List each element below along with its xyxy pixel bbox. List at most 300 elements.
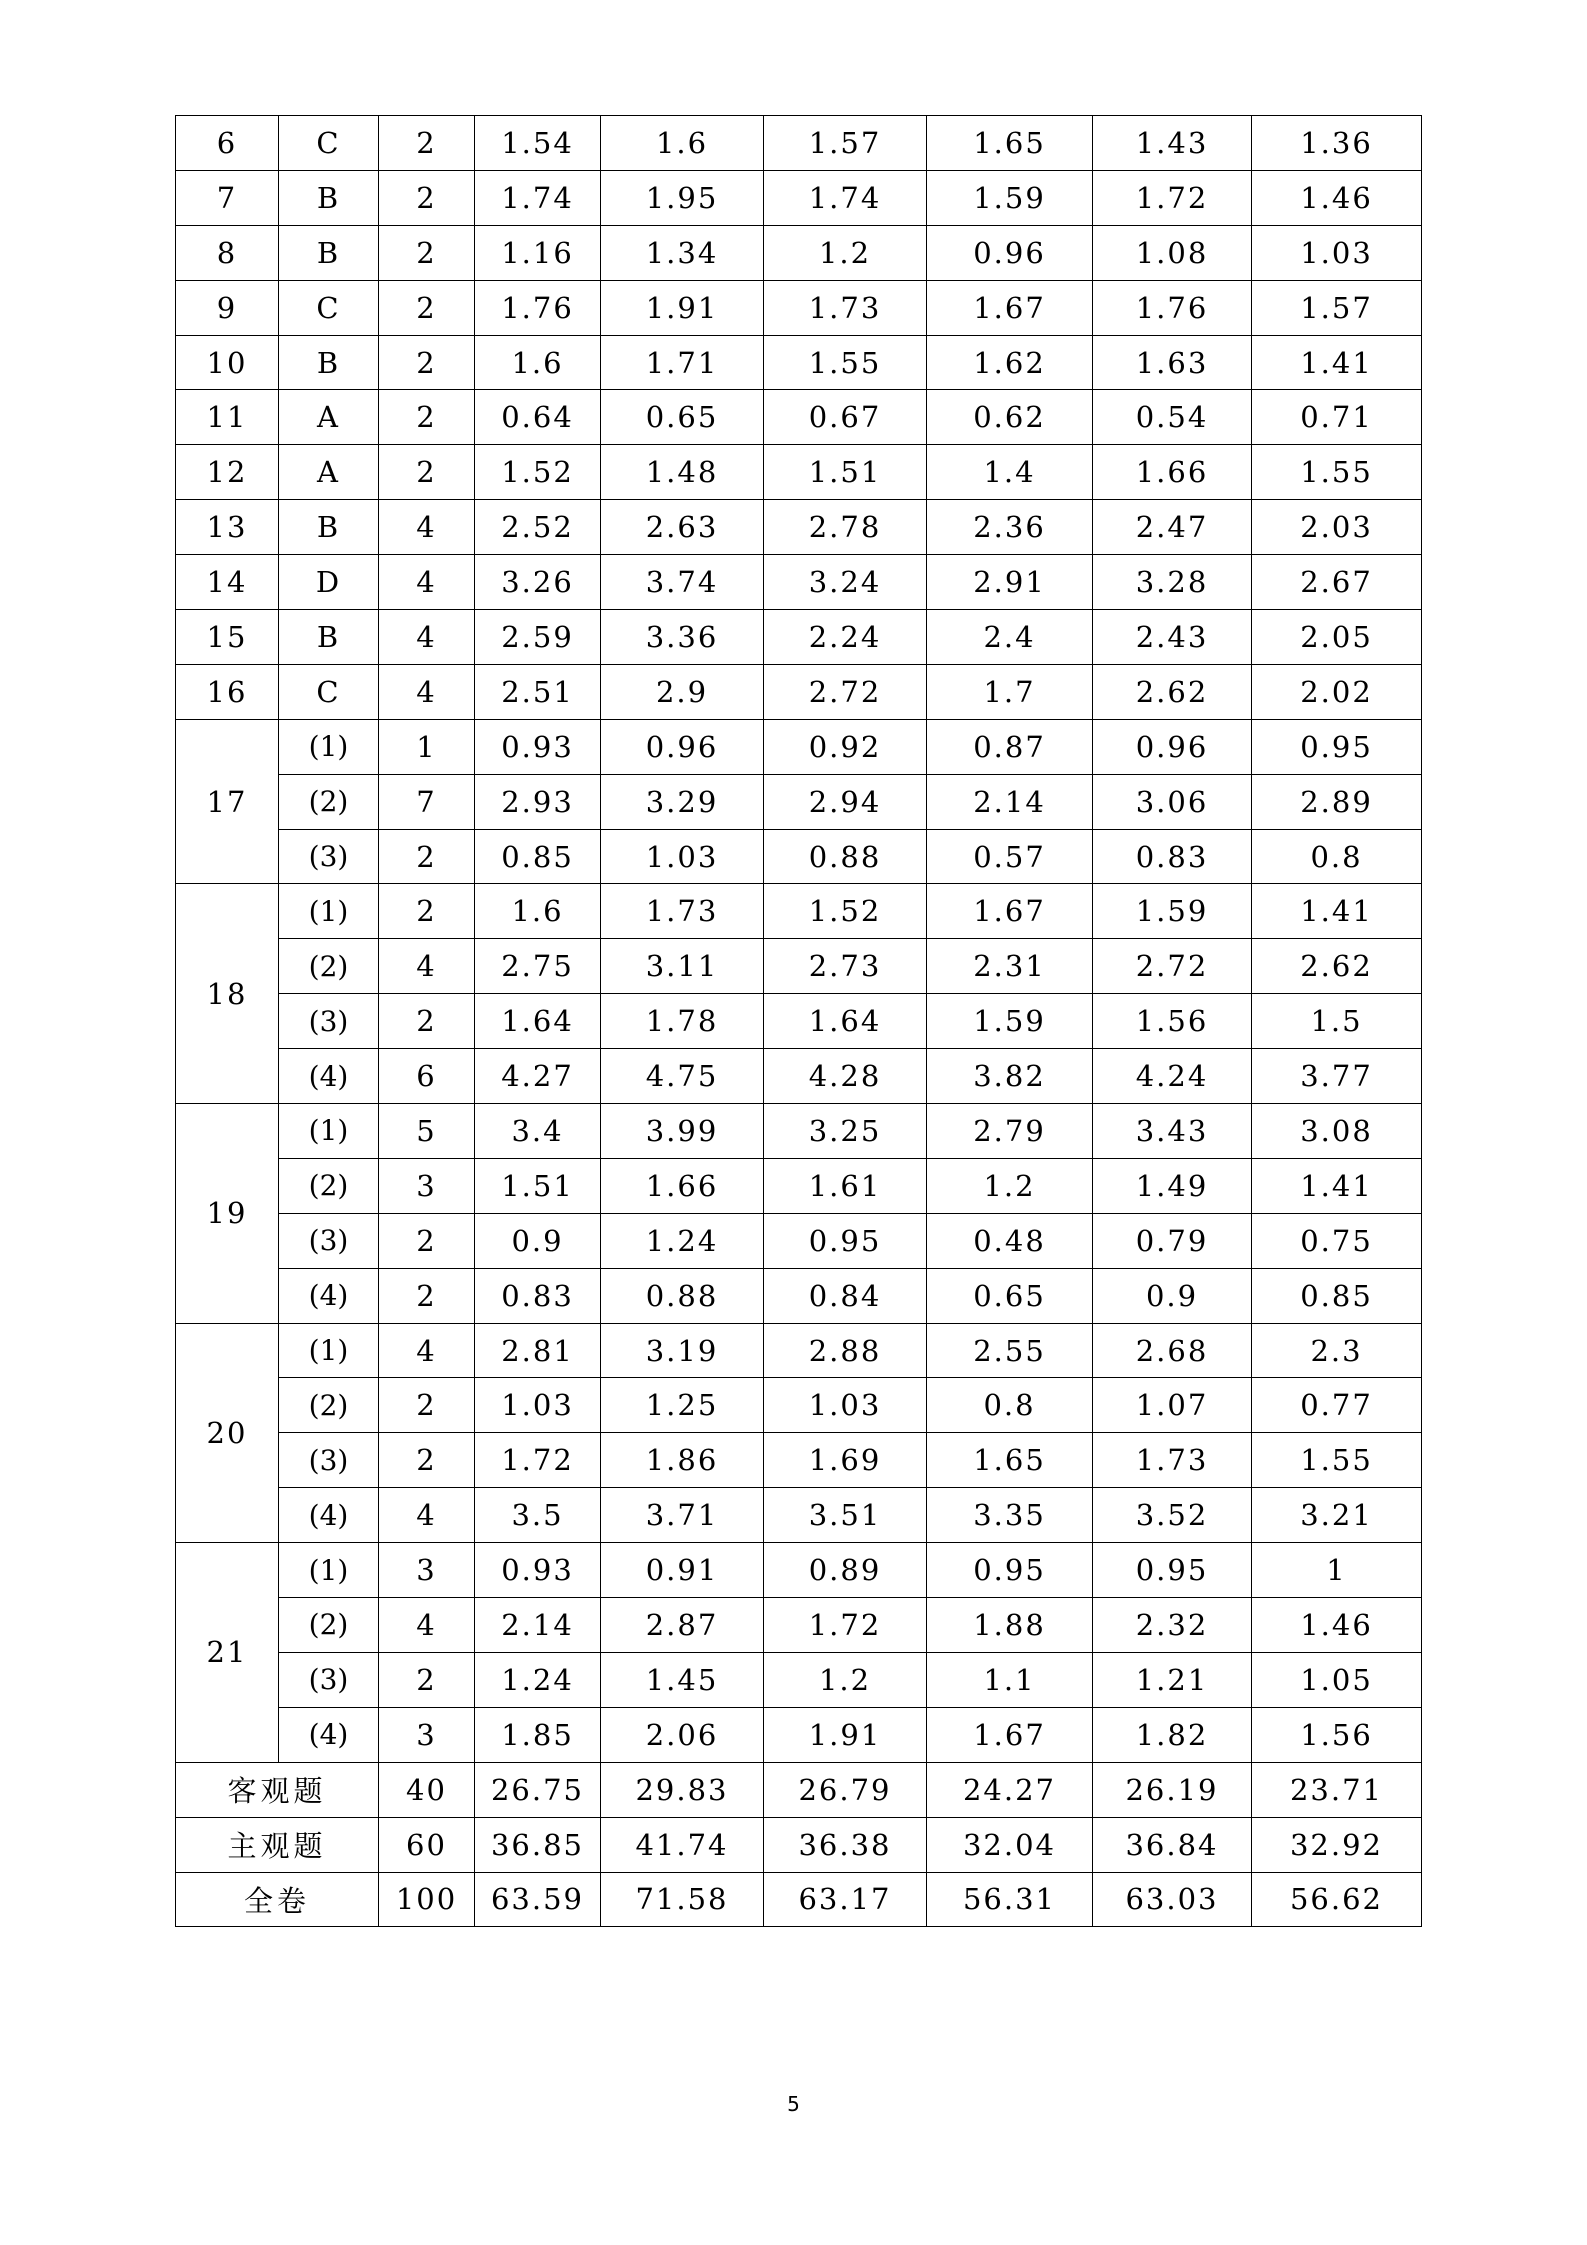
full-score-cell: 2: [379, 1268, 475, 1323]
average-score-cell: 3.24: [764, 555, 927, 610]
average-score-cell: 3.5: [475, 1488, 601, 1543]
average-score-cell: 1.46: [1252, 1598, 1422, 1653]
average-score-cell: 1.67: [927, 1707, 1093, 1762]
average-score-cell: 0.93: [475, 719, 601, 774]
average-score-cell: 1.63: [1093, 335, 1252, 390]
average-score-cell: 1.52: [475, 445, 601, 500]
table-row: [176, 1213, 1422, 1268]
average-score-cell: 0.85: [475, 829, 601, 884]
question-number-cell: 6: [176, 116, 279, 171]
table-row: [176, 884, 1422, 939]
average-score-cell: 2.89: [1252, 774, 1422, 829]
table-row: [176, 1104, 1422, 1159]
sub-item-cell: A: [279, 445, 379, 500]
average-score-cell: 2.32: [1093, 1598, 1252, 1653]
average-score-cell: 1.57: [1252, 280, 1422, 335]
full-score-cell: 7: [379, 774, 475, 829]
full-score-cell: 4: [379, 500, 475, 555]
average-score-cell: 0.95: [764, 1213, 927, 1268]
average-score-cell: 1.59: [927, 994, 1093, 1049]
average-score-cell: 36.38: [764, 1817, 927, 1872]
question-number-cell: 18: [176, 884, 279, 1104]
full-score-cell: 5: [379, 1104, 475, 1159]
average-score-cell: 1.62: [927, 335, 1093, 390]
average-score-cell: 3.82: [927, 1049, 1093, 1104]
table-row: [176, 774, 1422, 829]
summary-row: [176, 1817, 1422, 1872]
sub-item-cell: (1): [279, 884, 379, 939]
sub-item-cell: (4): [279, 1049, 379, 1104]
summary-row: [176, 1872, 1422, 1927]
average-score-cell: 0.79: [1093, 1213, 1252, 1268]
average-score-cell: 2.14: [475, 1598, 601, 1653]
average-score-cell: 0.93: [475, 1543, 601, 1598]
full-score-cell: 4: [379, 1488, 475, 1543]
average-score-cell: 4.24: [1093, 1049, 1252, 1104]
full-score-cell: 3: [379, 1158, 475, 1213]
full-score-cell: 2: [379, 1652, 475, 1707]
sub-item-cell: D: [279, 555, 379, 610]
average-score-cell: 3.28: [1093, 555, 1252, 610]
average-score-cell: 1.49: [1093, 1158, 1252, 1213]
table-row: [176, 1488, 1422, 1543]
average-score-cell: 4.28: [764, 1049, 927, 1104]
average-score-cell: 2.14: [927, 774, 1093, 829]
average-score-cell: 1.25: [601, 1378, 764, 1433]
average-score-cell: 1.05: [1252, 1652, 1422, 1707]
question-number-cell: 13: [176, 500, 279, 555]
average-score-cell: 0.67: [764, 390, 927, 445]
average-score-cell: 2.4: [927, 610, 1093, 665]
average-score-cell: 1.71: [601, 335, 764, 390]
average-score-cell: 1.86: [601, 1433, 764, 1488]
average-score-cell: 0.54: [1093, 390, 1252, 445]
full-score-cell: 3: [379, 1707, 475, 1762]
average-score-cell: 1.03: [601, 829, 764, 884]
average-score-cell: 1.88: [927, 1598, 1093, 1653]
sub-item-cell: (3): [279, 829, 379, 884]
table-row: [176, 1707, 1422, 1762]
average-score-cell: 0.71: [1252, 390, 1422, 445]
summary-label-cell: 全卷: [176, 1872, 379, 1927]
average-score-cell: 3.99: [601, 1104, 764, 1159]
average-score-cell: 1.55: [1252, 445, 1422, 500]
average-score-cell: 1.91: [601, 280, 764, 335]
full-score-cell: 4: [379, 939, 475, 994]
average-score-cell: 26.19: [1093, 1762, 1252, 1817]
average-score-cell: 1.66: [1093, 445, 1252, 500]
average-score-cell: 2.73: [764, 939, 927, 994]
table-row: [176, 1268, 1422, 1323]
average-score-cell: 1.67: [927, 884, 1093, 939]
table-row: [176, 555, 1422, 610]
average-score-cell: 1.07: [1093, 1378, 1252, 1433]
average-score-cell: 1.57: [764, 116, 927, 171]
average-score-cell: 2.79: [927, 1104, 1093, 1159]
average-score-cell: 24.27: [927, 1762, 1093, 1817]
average-score-cell: 1.54: [475, 116, 601, 171]
average-score-cell: 26.79: [764, 1762, 927, 1817]
average-score-cell: 1.72: [475, 1433, 601, 1488]
average-score-cell: 3.19: [601, 1323, 764, 1378]
sub-item-cell: (2): [279, 774, 379, 829]
average-score-cell: 0.83: [475, 1268, 601, 1323]
average-score-cell: 2.43: [1093, 610, 1252, 665]
average-score-cell: 0.8: [1252, 829, 1422, 884]
average-score-cell: 1: [1252, 1543, 1422, 1598]
question-number-cell: 10: [176, 335, 279, 390]
table-row: [176, 1378, 1422, 1433]
table-row: [176, 1652, 1422, 1707]
average-score-cell: 1.65: [927, 116, 1093, 171]
average-score-cell: 1.82: [1093, 1707, 1252, 1762]
average-score-cell: 3.74: [601, 555, 764, 610]
average-score-cell: 1.52: [764, 884, 927, 939]
sub-item-cell: C: [279, 280, 379, 335]
average-score-cell: 63.03: [1093, 1872, 1252, 1927]
average-score-cell: 71.58: [601, 1872, 764, 1927]
summary-label-cell: 客观题: [176, 1762, 379, 1817]
average-score-cell: 0.88: [601, 1268, 764, 1323]
full-score-cell: 3: [379, 1543, 475, 1598]
sub-item-cell: (2): [279, 1158, 379, 1213]
average-score-cell: 2.59: [475, 610, 601, 665]
average-score-cell: 2.36: [927, 500, 1093, 555]
average-score-cell: 0.95: [927, 1543, 1093, 1598]
average-score-cell: 3.35: [927, 1488, 1093, 1543]
table-row: [176, 116, 1422, 171]
average-score-cell: 1.56: [1252, 1707, 1422, 1762]
full-score-cell: 2: [379, 280, 475, 335]
table-row: [176, 664, 1422, 719]
average-score-cell: 2.02: [1252, 664, 1422, 719]
average-score-cell: 3.26: [475, 555, 601, 610]
sub-item-cell: C: [279, 664, 379, 719]
question-number-cell: 14: [176, 555, 279, 610]
average-score-cell: 1.66: [601, 1158, 764, 1213]
average-score-cell: 1.1: [927, 1652, 1093, 1707]
average-score-cell: 1.5: [1252, 994, 1422, 1049]
average-score-cell: 0.85: [1252, 1268, 1422, 1323]
average-score-cell: 2.52: [475, 500, 601, 555]
sub-item-cell: (2): [279, 1378, 379, 1433]
full-score-cell: 2: [379, 225, 475, 280]
full-score-cell: 2: [379, 1433, 475, 1488]
average-score-cell: 2.78: [764, 500, 927, 555]
average-score-cell: 0.87: [927, 719, 1093, 774]
sub-item-cell: B: [279, 225, 379, 280]
full-score-cell: 2: [379, 116, 475, 171]
score-table: [175, 115, 1422, 1927]
average-score-cell: 1.7: [927, 664, 1093, 719]
sub-item-cell: B: [279, 610, 379, 665]
full-score-cell: 4: [379, 610, 475, 665]
average-score-cell: 1.41: [1252, 884, 1422, 939]
average-score-cell: 4.75: [601, 1049, 764, 1104]
average-score-cell: 1.74: [764, 170, 927, 225]
average-score-cell: 2.62: [1093, 664, 1252, 719]
average-score-cell: 0.92: [764, 719, 927, 774]
table-row: [176, 719, 1422, 774]
average-score-cell: 0.96: [1093, 719, 1252, 774]
full-score-cell: 4: [379, 664, 475, 719]
full-score-cell: 2: [379, 1213, 475, 1268]
average-score-cell: 1.2: [764, 225, 927, 280]
average-score-cell: 1.16: [475, 225, 601, 280]
average-score-cell: 2.24: [764, 610, 927, 665]
table-row: [176, 994, 1422, 1049]
page-number: 5: [787, 2092, 800, 2116]
average-score-cell: 0.96: [601, 719, 764, 774]
average-score-cell: 1.56: [1093, 994, 1252, 1049]
full-score-cell: 2: [379, 829, 475, 884]
full-score-cell: 100: [379, 1872, 475, 1927]
average-score-cell: 1.6: [601, 116, 764, 171]
question-number-cell: 9: [176, 280, 279, 335]
average-score-cell: 0.75: [1252, 1213, 1422, 1268]
average-score-cell: 2.87: [601, 1598, 764, 1653]
average-score-cell: 1.46: [1252, 170, 1422, 225]
question-number-cell: 19: [176, 1104, 279, 1324]
summary-label-cell: 主观题: [176, 1817, 379, 1872]
average-score-cell: 4.27: [475, 1049, 601, 1104]
average-score-cell: 1.41: [1252, 335, 1422, 390]
table-row: [176, 1598, 1422, 1653]
full-score-cell: 1: [379, 719, 475, 774]
average-score-cell: 1.03: [1252, 225, 1422, 280]
sub-item-cell: (1): [279, 719, 379, 774]
average-score-cell: 0.57: [927, 829, 1093, 884]
table-row: [176, 335, 1422, 390]
table-row: [176, 170, 1422, 225]
average-score-cell: 0.83: [1093, 829, 1252, 884]
average-score-cell: 0.64: [475, 390, 601, 445]
average-score-cell: 1.72: [764, 1598, 927, 1653]
average-score-cell: 2.3: [1252, 1323, 1422, 1378]
table-row: [176, 829, 1422, 884]
average-score-cell: 2.05: [1252, 610, 1422, 665]
table-row: [176, 1433, 1422, 1488]
question-number-cell: 16: [176, 664, 279, 719]
average-score-cell: 0.96: [927, 225, 1093, 280]
average-score-cell: 0.65: [927, 1268, 1093, 1323]
average-score-cell: 1.4: [927, 445, 1093, 500]
question-number-cell: 12: [176, 445, 279, 500]
average-score-cell: 32.92: [1252, 1817, 1422, 1872]
average-score-cell: 3.77: [1252, 1049, 1422, 1104]
sub-item-cell: (2): [279, 1598, 379, 1653]
average-score-cell: 1.51: [764, 445, 927, 500]
sub-item-cell: (3): [279, 1652, 379, 1707]
average-score-cell: 3.29: [601, 774, 764, 829]
table-row: [176, 390, 1422, 445]
average-score-cell: 0.88: [764, 829, 927, 884]
average-score-cell: 1.03: [475, 1378, 601, 1433]
average-score-cell: 36.85: [475, 1817, 601, 1872]
average-score-cell: 0.84: [764, 1268, 927, 1323]
question-number-cell: 7: [176, 170, 279, 225]
question-number-cell: 20: [176, 1323, 279, 1543]
average-score-cell: 2.55: [927, 1323, 1093, 1378]
average-score-cell: 1.67: [927, 280, 1093, 335]
average-score-cell: 1.48: [601, 445, 764, 500]
average-score-cell: 2.63: [601, 500, 764, 555]
average-score-cell: 63.17: [764, 1872, 927, 1927]
sub-item-cell: (1): [279, 1104, 379, 1159]
average-score-cell: 0.9: [475, 1213, 601, 1268]
average-score-cell: 1.74: [475, 170, 601, 225]
average-score-cell: 1.24: [601, 1213, 764, 1268]
average-score-cell: 3.51: [764, 1488, 927, 1543]
table-row: [176, 225, 1422, 280]
average-score-cell: 0.62: [927, 390, 1093, 445]
table-row: [176, 445, 1422, 500]
sub-item-cell: B: [279, 500, 379, 555]
sub-item-cell: B: [279, 170, 379, 225]
sub-item-cell: (1): [279, 1323, 379, 1378]
sub-item-cell: (1): [279, 1543, 379, 1598]
table-row: [176, 1049, 1422, 1104]
full-score-cell: 2: [379, 445, 475, 500]
average-score-cell: 0.77: [1252, 1378, 1422, 1433]
average-score-cell: 1.03: [764, 1378, 927, 1433]
average-score-cell: 1.2: [764, 1652, 927, 1707]
table-row: [176, 939, 1422, 994]
average-score-cell: 1.08: [1093, 225, 1252, 280]
average-score-cell: 1.24: [475, 1652, 601, 1707]
table-row: [176, 1543, 1422, 1598]
average-score-cell: 1.72: [1093, 170, 1252, 225]
average-score-cell: 41.74: [601, 1817, 764, 1872]
average-score-cell: 2.81: [475, 1323, 601, 1378]
table-body: [176, 116, 1422, 1927]
average-score-cell: 32.04: [927, 1817, 1093, 1872]
average-score-cell: 2.47: [1093, 500, 1252, 555]
full-score-cell: 6: [379, 1049, 475, 1104]
full-score-cell: 4: [379, 1598, 475, 1653]
average-score-cell: 1.41: [1252, 1158, 1422, 1213]
question-number-cell: 17: [176, 719, 279, 884]
average-score-cell: 1.76: [475, 280, 601, 335]
average-score-cell: 1.73: [764, 280, 927, 335]
full-score-cell: 4: [379, 555, 475, 610]
average-score-cell: 2.88: [764, 1323, 927, 1378]
average-score-cell: 0.95: [1252, 719, 1422, 774]
average-score-cell: 1.73: [601, 884, 764, 939]
average-score-cell: 1.78: [601, 994, 764, 1049]
average-score-cell: 2.9: [601, 664, 764, 719]
average-score-cell: 3.25: [764, 1104, 927, 1159]
average-score-cell: 1.91: [764, 1707, 927, 1762]
full-score-cell: 2: [379, 335, 475, 390]
average-score-cell: 3.71: [601, 1488, 764, 1543]
average-score-cell: 1.73: [1093, 1433, 1252, 1488]
average-score-cell: 1.51: [475, 1158, 601, 1213]
question-number-cell: 8: [176, 225, 279, 280]
summary-row: [176, 1762, 1422, 1817]
sub-item-cell: (3): [279, 1213, 379, 1268]
full-score-cell: 40: [379, 1762, 475, 1817]
full-score-cell: 2: [379, 884, 475, 939]
average-score-cell: 2.75: [475, 939, 601, 994]
full-score-cell: 2: [379, 994, 475, 1049]
average-score-cell: 3.11: [601, 939, 764, 994]
average-score-cell: 0.8: [927, 1378, 1093, 1433]
average-score-cell: 3.21: [1252, 1488, 1422, 1543]
average-score-cell: 36.84: [1093, 1817, 1252, 1872]
average-score-cell: 1.34: [601, 225, 764, 280]
average-score-cell: 1.61: [764, 1158, 927, 1213]
table-row: [176, 1323, 1422, 1378]
average-score-cell: 1.95: [601, 170, 764, 225]
average-score-cell: 3.43: [1093, 1104, 1252, 1159]
average-score-cell: 1.59: [927, 170, 1093, 225]
average-score-cell: 3.06: [1093, 774, 1252, 829]
table-row: [176, 1158, 1422, 1213]
average-score-cell: 2.06: [601, 1707, 764, 1762]
average-score-cell: 2.94: [764, 774, 927, 829]
average-score-cell: 0.95: [1093, 1543, 1252, 1598]
average-score-cell: 2.03: [1252, 500, 1422, 555]
table-row: [176, 280, 1422, 335]
average-score-cell: 2.51: [475, 664, 601, 719]
full-score-cell: 2: [379, 390, 475, 445]
average-score-cell: 1.55: [764, 335, 927, 390]
average-score-cell: 0.65: [601, 390, 764, 445]
average-score-cell: 3.36: [601, 610, 764, 665]
average-score-cell: 2.62: [1252, 939, 1422, 994]
sub-item-cell: (3): [279, 994, 379, 1049]
sub-item-cell: (2): [279, 939, 379, 994]
sub-item-cell: (4): [279, 1268, 379, 1323]
average-score-cell: 2.31: [927, 939, 1093, 994]
average-score-cell: 3.52: [1093, 1488, 1252, 1543]
average-score-cell: 0.91: [601, 1543, 764, 1598]
average-score-cell: 1.69: [764, 1433, 927, 1488]
average-score-cell: 1.59: [1093, 884, 1252, 939]
average-score-cell: 1.55: [1252, 1433, 1422, 1488]
average-score-cell: 2.72: [764, 664, 927, 719]
average-score-cell: 1.6: [475, 884, 601, 939]
average-score-cell: 0.9: [1093, 1268, 1252, 1323]
average-score-cell: 2.67: [1252, 555, 1422, 610]
table-row: [176, 500, 1422, 555]
full-score-cell: 2: [379, 1378, 475, 1433]
average-score-cell: 2.68: [1093, 1323, 1252, 1378]
sub-item-cell: A: [279, 390, 379, 445]
average-score-cell: 63.59: [475, 1872, 601, 1927]
average-score-cell: 0.48: [927, 1213, 1093, 1268]
full-score-cell: 2: [379, 170, 475, 225]
average-score-cell: 29.83: [601, 1762, 764, 1817]
average-score-cell: 1.76: [1093, 280, 1252, 335]
average-score-cell: 0.89: [764, 1543, 927, 1598]
average-score-cell: 1.65: [927, 1433, 1093, 1488]
question-number-cell: 15: [176, 610, 279, 665]
question-number-cell: 11: [176, 390, 279, 445]
average-score-cell: 1.21: [1093, 1652, 1252, 1707]
average-score-cell: 26.75: [475, 1762, 601, 1817]
average-score-cell: 1.2: [927, 1158, 1093, 1213]
average-score-cell: 1.85: [475, 1707, 601, 1762]
average-score-cell: 1.6: [475, 335, 601, 390]
average-score-cell: 2.72: [1093, 939, 1252, 994]
average-score-cell: 2.93: [475, 774, 601, 829]
average-score-cell: 56.62: [1252, 1872, 1422, 1927]
full-score-cell: 60: [379, 1817, 475, 1872]
sub-item-cell: C: [279, 116, 379, 171]
sub-item-cell: (3): [279, 1433, 379, 1488]
